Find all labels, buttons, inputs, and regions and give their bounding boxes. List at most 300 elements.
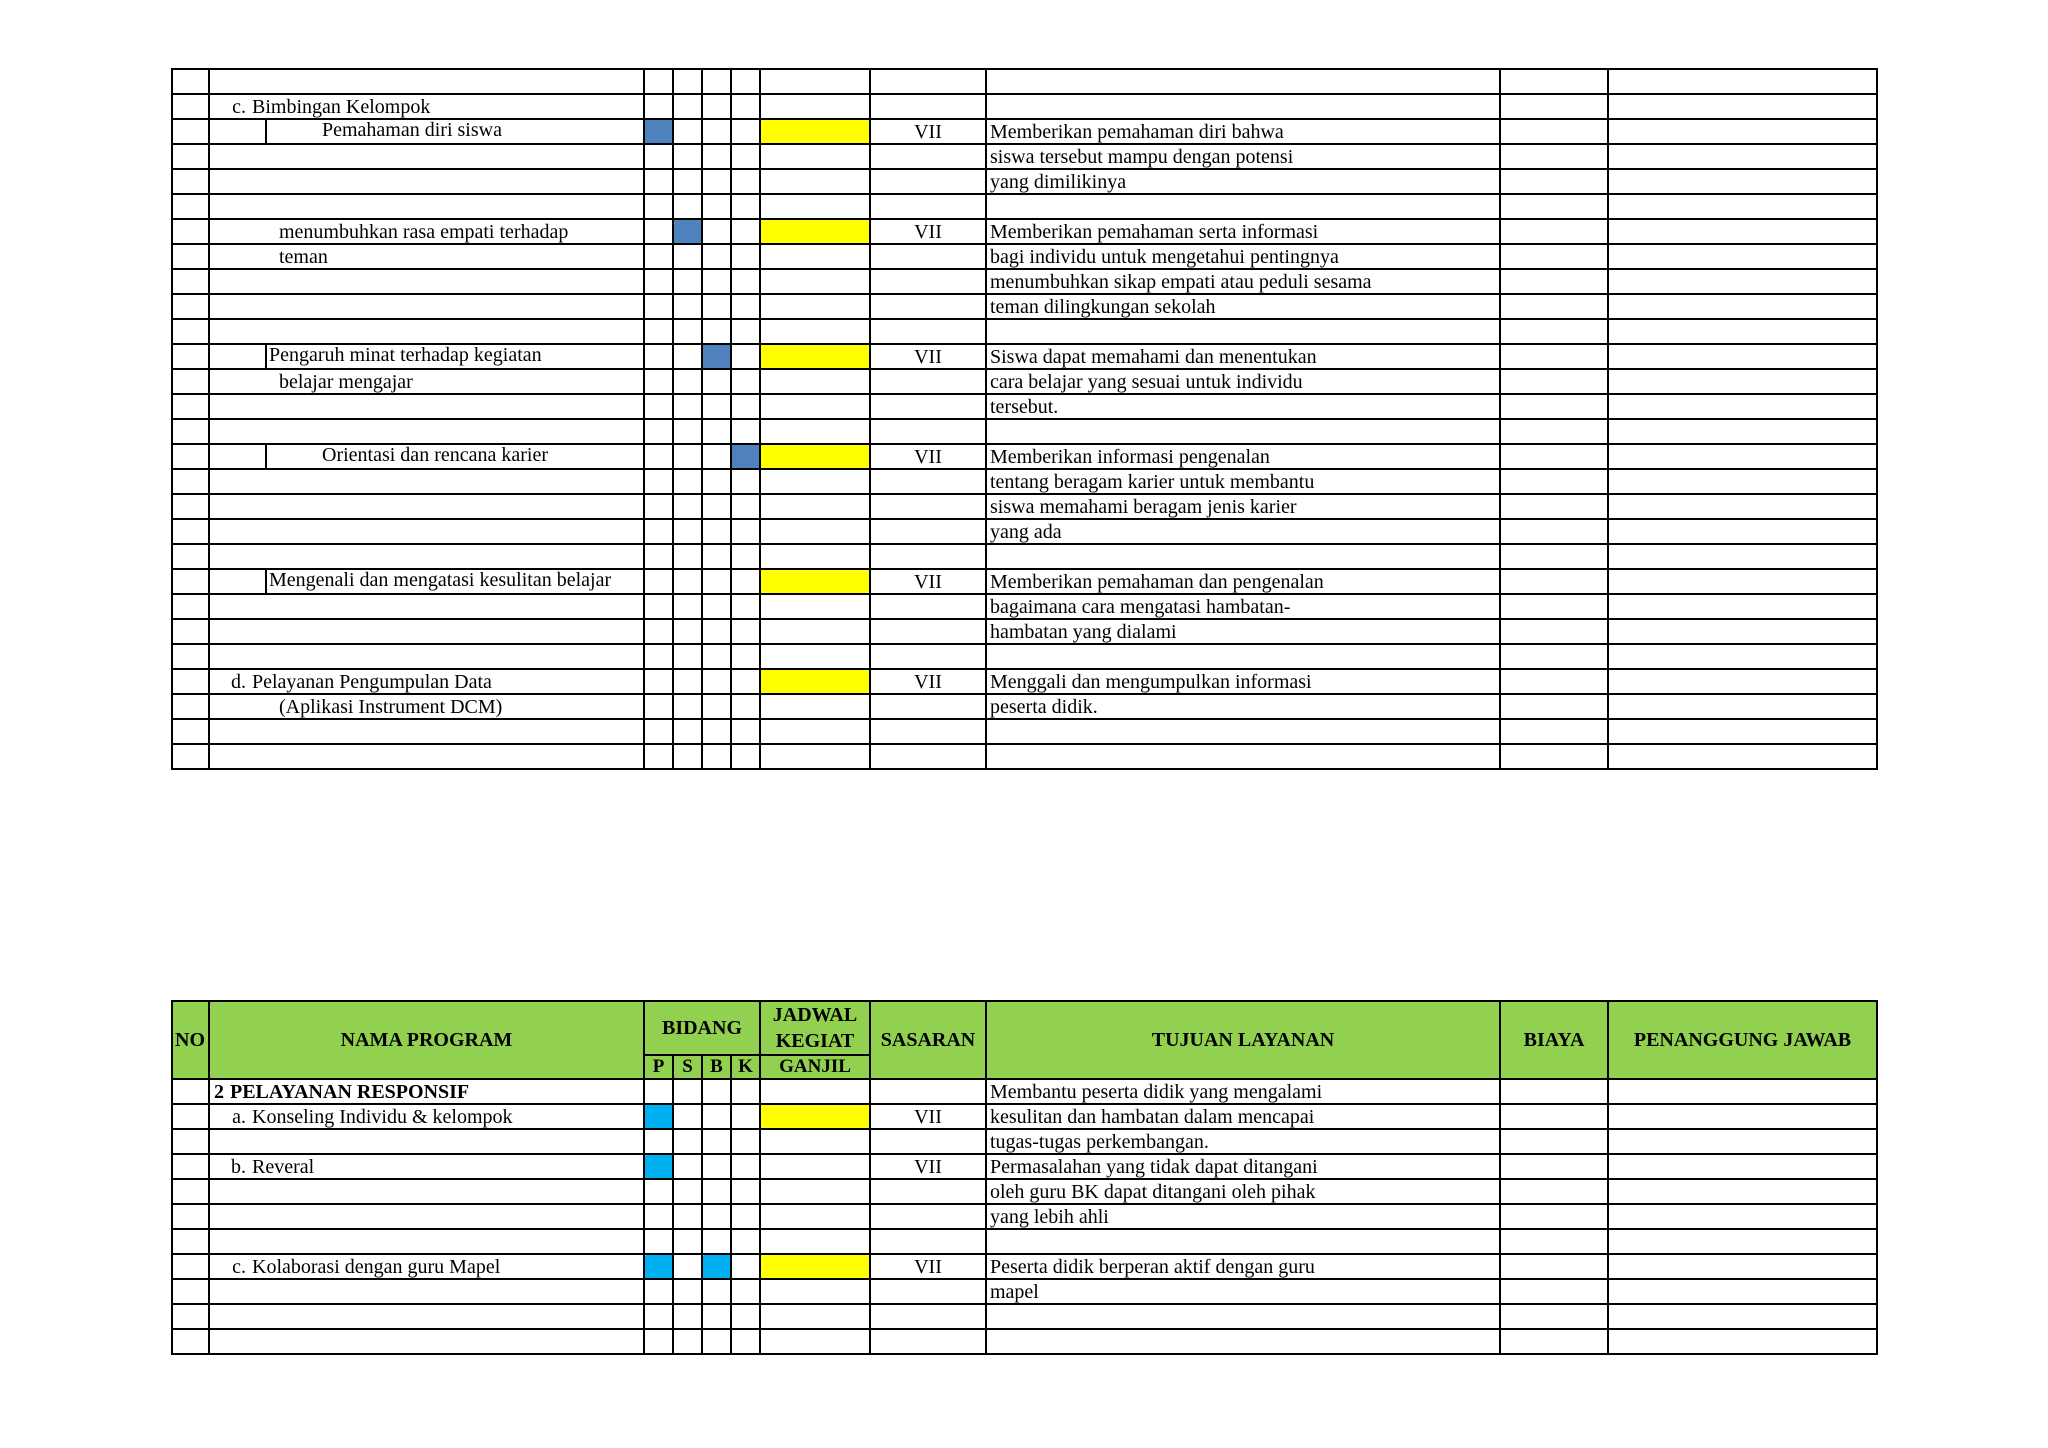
biaya-cell	[1500, 344, 1608, 369]
biaya-cell	[1500, 244, 1608, 269]
tujuan-cell: siswa memahami beragam jenis karier	[986, 494, 1500, 519]
table-row	[172, 1304, 1877, 1329]
row-no-cell	[172, 294, 209, 319]
bidang-b-cell	[702, 669, 731, 694]
bidang-k-cell	[731, 444, 760, 469]
bidang-b-cell	[702, 744, 731, 769]
biaya-cell	[1500, 169, 1608, 194]
penanggung-jawab-cell	[1608, 1079, 1877, 1104]
table-row	[172, 1129, 1877, 1154]
bidang-b-cell	[702, 94, 731, 119]
bidang-p-cell	[644, 1154, 673, 1179]
bidang-b-cell	[702, 594, 731, 619]
tujuan-cell: mapel	[986, 1279, 1500, 1304]
header-bidang-k: K	[731, 1055, 760, 1079]
tujuan-cell: cara belajar yang sesuai untuk individu	[986, 369, 1500, 394]
bidang-b-cell	[702, 244, 731, 269]
bidang-p-cell	[644, 219, 673, 244]
sasaran-cell: VII	[870, 344, 986, 369]
bidang-s-cell	[673, 594, 702, 619]
sasaran-cell	[870, 394, 986, 419]
penanggung-jawab-cell	[1608, 1304, 1877, 1329]
bidang-k-cell	[731, 569, 760, 594]
program-name-cell	[209, 394, 644, 419]
row-no-cell	[172, 569, 209, 594]
table-row	[172, 544, 1877, 569]
row-no-cell	[172, 69, 209, 94]
program-name-cell	[209, 569, 644, 594]
jadwal-cell	[760, 669, 870, 694]
bidang-p-cell	[644, 194, 673, 219]
bidang-p-cell	[644, 1204, 673, 1229]
header-bidang-s: S	[673, 1055, 702, 1079]
biaya-cell	[1500, 419, 1608, 444]
table-row	[172, 1179, 1877, 1204]
bidang-k-cell	[731, 394, 760, 419]
table-row	[172, 494, 1877, 519]
tujuan-cell	[986, 744, 1500, 769]
row-no-cell	[172, 1329, 209, 1354]
header-penanggung-jawab: PENANGGUNG JAWAB	[1608, 1001, 1877, 1079]
tujuan-cell: bagi individu untuk mengetahui pentingnya	[986, 244, 1500, 269]
bidang-p-cell	[644, 1104, 673, 1129]
sasaran-cell: VII	[870, 569, 986, 594]
row-no-cell	[172, 244, 209, 269]
sasaran-cell	[870, 94, 986, 119]
sasaran-cell	[870, 144, 986, 169]
bidang-p-cell	[644, 1304, 673, 1329]
table-row	[172, 94, 1877, 119]
biaya-cell	[1500, 194, 1608, 219]
program-prefix: d.	[231, 671, 246, 693]
tujuan-cell	[986, 69, 1500, 94]
penanggung-jawab-cell	[1608, 619, 1877, 644]
sasaran-cell	[870, 694, 986, 719]
biaya-cell	[1500, 269, 1608, 294]
jadwal-cell	[760, 1254, 870, 1279]
penanggung-jawab-cell	[1608, 519, 1877, 544]
bidang-s-cell	[673, 269, 702, 294]
jadwal-cell	[760, 1179, 870, 1204]
sasaran-cell	[870, 1129, 986, 1154]
bidang-b-cell	[702, 494, 731, 519]
sasaran-cell	[870, 1329, 986, 1354]
program-name: Pelayanan Pengumpulan Data	[252, 671, 492, 693]
tujuan-cell: Menggali dan mengumpulkan informasi	[986, 669, 1500, 694]
biaya-cell	[1500, 719, 1608, 744]
sasaran-cell	[870, 1079, 986, 1104]
program-name-cell	[209, 1304, 644, 1329]
program-name-cell	[209, 544, 644, 569]
bidang-k-cell	[731, 319, 760, 344]
program-prefix: a.	[232, 1106, 246, 1128]
program-name: (Aplikasi Instrument DCM)	[279, 696, 503, 718]
program-name-cell	[209, 594, 644, 619]
bidang-s-cell	[673, 69, 702, 94]
bidang-k-cell	[731, 1154, 760, 1179]
program-name: Orientasi dan rencana karier	[265, 445, 548, 468]
penanggung-jawab-cell	[1608, 1179, 1877, 1204]
jadwal-cell	[760, 1229, 870, 1254]
tujuan-cell: menumbuhkan sikap empati atau peduli sesama	[986, 269, 1500, 294]
table-row	[172, 594, 1877, 619]
bidang-p-cell	[644, 1079, 673, 1104]
bidang-p-cell	[644, 294, 673, 319]
jadwal-cell	[760, 1129, 870, 1154]
bidang-k-cell	[731, 1079, 760, 1104]
sasaran-cell: VII	[870, 444, 986, 469]
jadwal-cell	[760, 419, 870, 444]
bidang-b-cell	[702, 69, 731, 94]
row-no-cell	[172, 1254, 209, 1279]
jadwal-cell	[760, 644, 870, 669]
tujuan-cell: kesulitan dan hambatan dalam mencapai	[986, 1104, 1500, 1129]
row-no-cell	[172, 319, 209, 344]
program-prefix: c.	[232, 96, 246, 118]
bidang-b-cell	[702, 1329, 731, 1354]
bidang-s-cell	[673, 1279, 702, 1304]
penanggung-jawab-cell	[1608, 719, 1877, 744]
bidang-s-cell	[673, 444, 702, 469]
row-no-cell	[172, 594, 209, 619]
bidang-b-cell	[702, 169, 731, 194]
penanggung-jawab-cell	[1608, 594, 1877, 619]
jadwal-cell	[760, 1279, 870, 1304]
program-rows-top	[172, 69, 1877, 769]
tujuan-cell	[986, 719, 1500, 744]
table-row	[172, 369, 1877, 394]
jadwal-cell	[760, 319, 870, 344]
bidang-k-cell	[731, 619, 760, 644]
table-row	[172, 394, 1877, 419]
table-row	[172, 694, 1877, 719]
penanggung-jawab-cell	[1608, 69, 1877, 94]
jadwal-cell	[760, 1154, 870, 1179]
jadwal-cell	[760, 694, 870, 719]
bidang-b-cell	[702, 1129, 731, 1154]
row-no-cell	[172, 119, 209, 144]
tujuan-cell	[986, 1329, 1500, 1354]
sasaran-cell	[870, 719, 986, 744]
program-name-cell	[209, 144, 644, 169]
table-row	[172, 719, 1877, 744]
row-no-cell	[172, 1204, 209, 1229]
row-no-cell	[172, 219, 209, 244]
sasaran-cell	[870, 469, 986, 494]
bidang-p-cell	[644, 1179, 673, 1204]
bidang-p-cell	[644, 344, 673, 369]
bidang-p-cell	[644, 269, 673, 294]
bidang-p-cell	[644, 244, 673, 269]
header-biaya: BIAYA	[1500, 1001, 1608, 1079]
program-name-cell	[209, 669, 644, 694]
bidang-s-cell	[673, 394, 702, 419]
bidang-s-cell	[673, 669, 702, 694]
program-name-cell	[209, 1179, 644, 1204]
sasaran-cell	[870, 644, 986, 669]
sasaran-cell	[870, 1179, 986, 1204]
row-no-cell	[172, 619, 209, 644]
bidang-s-cell	[673, 544, 702, 569]
program-name: Reveral	[252, 1156, 315, 1178]
biaya-cell	[1500, 119, 1608, 144]
jadwal-cell	[760, 194, 870, 219]
bidang-s-cell	[673, 344, 702, 369]
biaya-cell	[1500, 1179, 1608, 1204]
penanggung-jawab-cell	[1608, 1329, 1877, 1354]
bidang-b-cell	[702, 344, 731, 369]
bidang-k-cell	[731, 1129, 760, 1154]
tujuan-cell: siswa tersebut mampu dengan potensi	[986, 144, 1500, 169]
penanggung-jawab-cell	[1608, 494, 1877, 519]
row-no-cell	[172, 169, 209, 194]
jadwal-cell	[760, 119, 870, 144]
table-row	[172, 269, 1877, 294]
bidang-p-cell	[644, 394, 673, 419]
row-no-cell	[172, 1104, 209, 1129]
program-name-cell	[209, 744, 644, 769]
jadwal-cell	[760, 369, 870, 394]
table-row	[172, 519, 1877, 544]
bidang-s-cell	[673, 1104, 702, 1129]
bidang-b-cell	[702, 1279, 731, 1304]
row-no-cell	[172, 1179, 209, 1204]
program-name: teman	[279, 246, 328, 268]
penanggung-jawab-cell	[1608, 1104, 1877, 1129]
bidang-s-cell	[673, 1079, 702, 1104]
header-nama-program: NAMA PROGRAM	[209, 1001, 644, 1079]
bidang-b-cell	[702, 1104, 731, 1129]
bidang-k-cell	[731, 219, 760, 244]
penanggung-jawab-cell	[1608, 244, 1877, 269]
program-name-cell	[209, 494, 644, 519]
bidang-p-cell	[644, 1329, 673, 1354]
bidang-b-cell	[702, 569, 731, 594]
program-prefix: b.	[231, 1156, 246, 1178]
biaya-cell	[1500, 1254, 1608, 1279]
bidang-k-cell	[731, 369, 760, 394]
bidang-b-cell	[702, 619, 731, 644]
biaya-cell	[1500, 444, 1608, 469]
sasaran-cell	[870, 594, 986, 619]
program-name-cell	[209, 69, 644, 94]
sasaran-cell	[870, 319, 986, 344]
bidang-s-cell	[673, 219, 702, 244]
jadwal-cell	[760, 719, 870, 744]
bidang-s-cell	[673, 94, 702, 119]
tujuan-cell	[986, 94, 1500, 119]
tujuan-cell: Memberikan informasi pengenalan	[986, 444, 1500, 469]
bidang-s-cell	[673, 294, 702, 319]
table-row	[172, 644, 1877, 669]
tujuan-cell: peserta didik.	[986, 694, 1500, 719]
tujuan-cell: yang ada	[986, 519, 1500, 544]
table-row	[172, 1104, 1877, 1129]
bidang-p-cell	[644, 119, 673, 144]
bidang-b-cell	[702, 394, 731, 419]
penanggung-jawab-cell	[1608, 1129, 1877, 1154]
bidang-k-cell	[731, 669, 760, 694]
jadwal-cell	[760, 1079, 870, 1104]
program-name-cell	[209, 1079, 644, 1104]
bidang-p-cell	[644, 1254, 673, 1279]
penanggung-jawab-cell	[1608, 569, 1877, 594]
tujuan-cell	[986, 1229, 1500, 1254]
bidang-p-cell	[644, 719, 673, 744]
bidang-b-cell	[702, 644, 731, 669]
jadwal-cell	[760, 619, 870, 644]
tujuan-cell: Siswa dapat memahami dan menentukan	[986, 344, 1500, 369]
bidang-p-cell	[644, 369, 673, 394]
bidang-b-cell	[702, 1304, 731, 1329]
tujuan-cell: Memberikan pemahaman serta informasi	[986, 219, 1500, 244]
row-no-cell	[172, 644, 209, 669]
table-row	[172, 219, 1877, 244]
program-name-cell	[209, 294, 644, 319]
bidang-p-cell	[644, 744, 673, 769]
jadwal-cell	[760, 544, 870, 569]
bidang-s-cell	[673, 194, 702, 219]
bidang-p-cell	[644, 319, 673, 344]
biaya-cell	[1500, 319, 1608, 344]
program-name-cell	[209, 94, 644, 119]
bidang-b-cell	[702, 319, 731, 344]
bidang-p-cell	[644, 69, 673, 94]
program-name-cell	[209, 1329, 644, 1354]
table-row	[172, 1279, 1877, 1304]
bidang-k-cell	[731, 519, 760, 544]
bidang-k-cell	[731, 744, 760, 769]
table-row	[172, 1254, 1877, 1279]
bidang-b-cell	[702, 1254, 731, 1279]
bidang-s-cell	[673, 369, 702, 394]
penanggung-jawab-cell	[1608, 194, 1877, 219]
program-table-top	[171, 68, 1878, 770]
bidang-b-cell	[702, 419, 731, 444]
program-rows-bottom	[172, 1079, 1877, 1354]
header-bidang-b: B	[702, 1055, 731, 1079]
jadwal-cell	[760, 1204, 870, 1229]
penanggung-jawab-cell	[1608, 1279, 1877, 1304]
program-name-cell	[209, 219, 644, 244]
biaya-cell	[1500, 294, 1608, 319]
tujuan-cell: hambatan yang dialami	[986, 619, 1500, 644]
biaya-cell	[1500, 669, 1608, 694]
sasaran-cell	[870, 1279, 986, 1304]
table-row	[172, 319, 1877, 344]
tujuan-cell	[986, 544, 1500, 569]
penanggung-jawab-cell	[1608, 394, 1877, 419]
penanggung-jawab-cell	[1608, 644, 1877, 669]
penanggung-jawab-cell	[1608, 144, 1877, 169]
biaya-cell	[1500, 744, 1608, 769]
program-name: Konseling Individu & kelompok	[252, 1106, 513, 1128]
bidang-b-cell	[702, 294, 731, 319]
bidang-s-cell	[673, 319, 702, 344]
bidang-s-cell	[673, 169, 702, 194]
program-name-cell	[209, 1204, 644, 1229]
bidang-p-cell	[644, 144, 673, 169]
row-no-cell	[172, 744, 209, 769]
jadwal-cell	[760, 294, 870, 319]
tujuan-cell	[986, 419, 1500, 444]
sasaran-cell	[870, 744, 986, 769]
table-row	[172, 119, 1877, 144]
tujuan-cell: yang dimilikinya	[986, 169, 1500, 194]
bidang-b-cell	[702, 369, 731, 394]
bidang-k-cell	[731, 644, 760, 669]
program-name: Mengenali dan mengatasi kesulitan belajar	[265, 570, 611, 593]
bidang-s-cell	[673, 1179, 702, 1204]
jadwal-cell	[760, 1329, 870, 1354]
program-name-cell	[209, 1279, 644, 1304]
row-no-cell	[172, 544, 209, 569]
bidang-k-cell	[731, 594, 760, 619]
program-name-cell	[209, 1254, 644, 1279]
row-no-cell	[172, 519, 209, 544]
program-name: Pengaruh minat terhadap kegiatan	[265, 345, 542, 368]
program-name: Pemahaman diri siswa	[265, 120, 502, 143]
bidang-p-cell	[644, 594, 673, 619]
penanggung-jawab-cell	[1608, 444, 1877, 469]
sasaran-cell	[870, 1229, 986, 1254]
bidang-k-cell	[731, 194, 760, 219]
biaya-cell	[1500, 569, 1608, 594]
tujuan-cell: Memberikan pemahaman dan pengenalan	[986, 569, 1500, 594]
penanggung-jawab-cell	[1608, 219, 1877, 244]
bidang-s-cell	[673, 1329, 702, 1354]
sasaran-cell	[870, 419, 986, 444]
sasaran-cell	[870, 269, 986, 294]
program-name: belajar mengajar	[279, 371, 413, 393]
bidang-b-cell	[702, 219, 731, 244]
bidang-b-cell	[702, 1154, 731, 1179]
program-name-cell	[209, 194, 644, 219]
jadwal-cell	[760, 94, 870, 119]
bidang-s-cell	[673, 1229, 702, 1254]
bidang-p-cell	[644, 619, 673, 644]
biaya-cell	[1500, 1279, 1608, 1304]
bidang-p-cell	[644, 419, 673, 444]
tujuan-cell: bagaimana cara mengatasi hambatan-	[986, 594, 1500, 619]
program-name-cell	[209, 419, 644, 444]
bidang-b-cell	[702, 694, 731, 719]
biaya-cell	[1500, 1079, 1608, 1104]
tujuan-cell: tersebut.	[986, 394, 1500, 419]
tujuan-cell	[986, 319, 1500, 344]
penanggung-jawab-cell	[1608, 544, 1877, 569]
program-name: Kolaborasi dengan guru Mapel	[252, 1256, 501, 1278]
tujuan-cell: Permasalahan yang tidak dapat ditangani	[986, 1154, 1500, 1179]
tujuan-cell: teman dilingkungan sekolah	[986, 294, 1500, 319]
penanggung-jawab-cell	[1608, 169, 1877, 194]
header-bidang: BIDANG	[644, 1001, 760, 1055]
table-row	[172, 444, 1877, 469]
sasaran-cell	[870, 519, 986, 544]
header-ganjil: GANJIL	[760, 1055, 870, 1079]
bidang-k-cell	[731, 1204, 760, 1229]
program-name-cell	[209, 444, 644, 469]
row-no-cell	[172, 1229, 209, 1254]
bidang-b-cell	[702, 544, 731, 569]
jadwal-cell	[760, 144, 870, 169]
bidang-b-cell	[702, 1179, 731, 1204]
tujuan-cell: Membantu peserta didik yang mengalami	[986, 1079, 1500, 1104]
penanggung-jawab-cell	[1608, 94, 1877, 119]
program-name-cell	[209, 1104, 644, 1129]
table-row	[172, 144, 1877, 169]
bidang-s-cell	[673, 1254, 702, 1279]
